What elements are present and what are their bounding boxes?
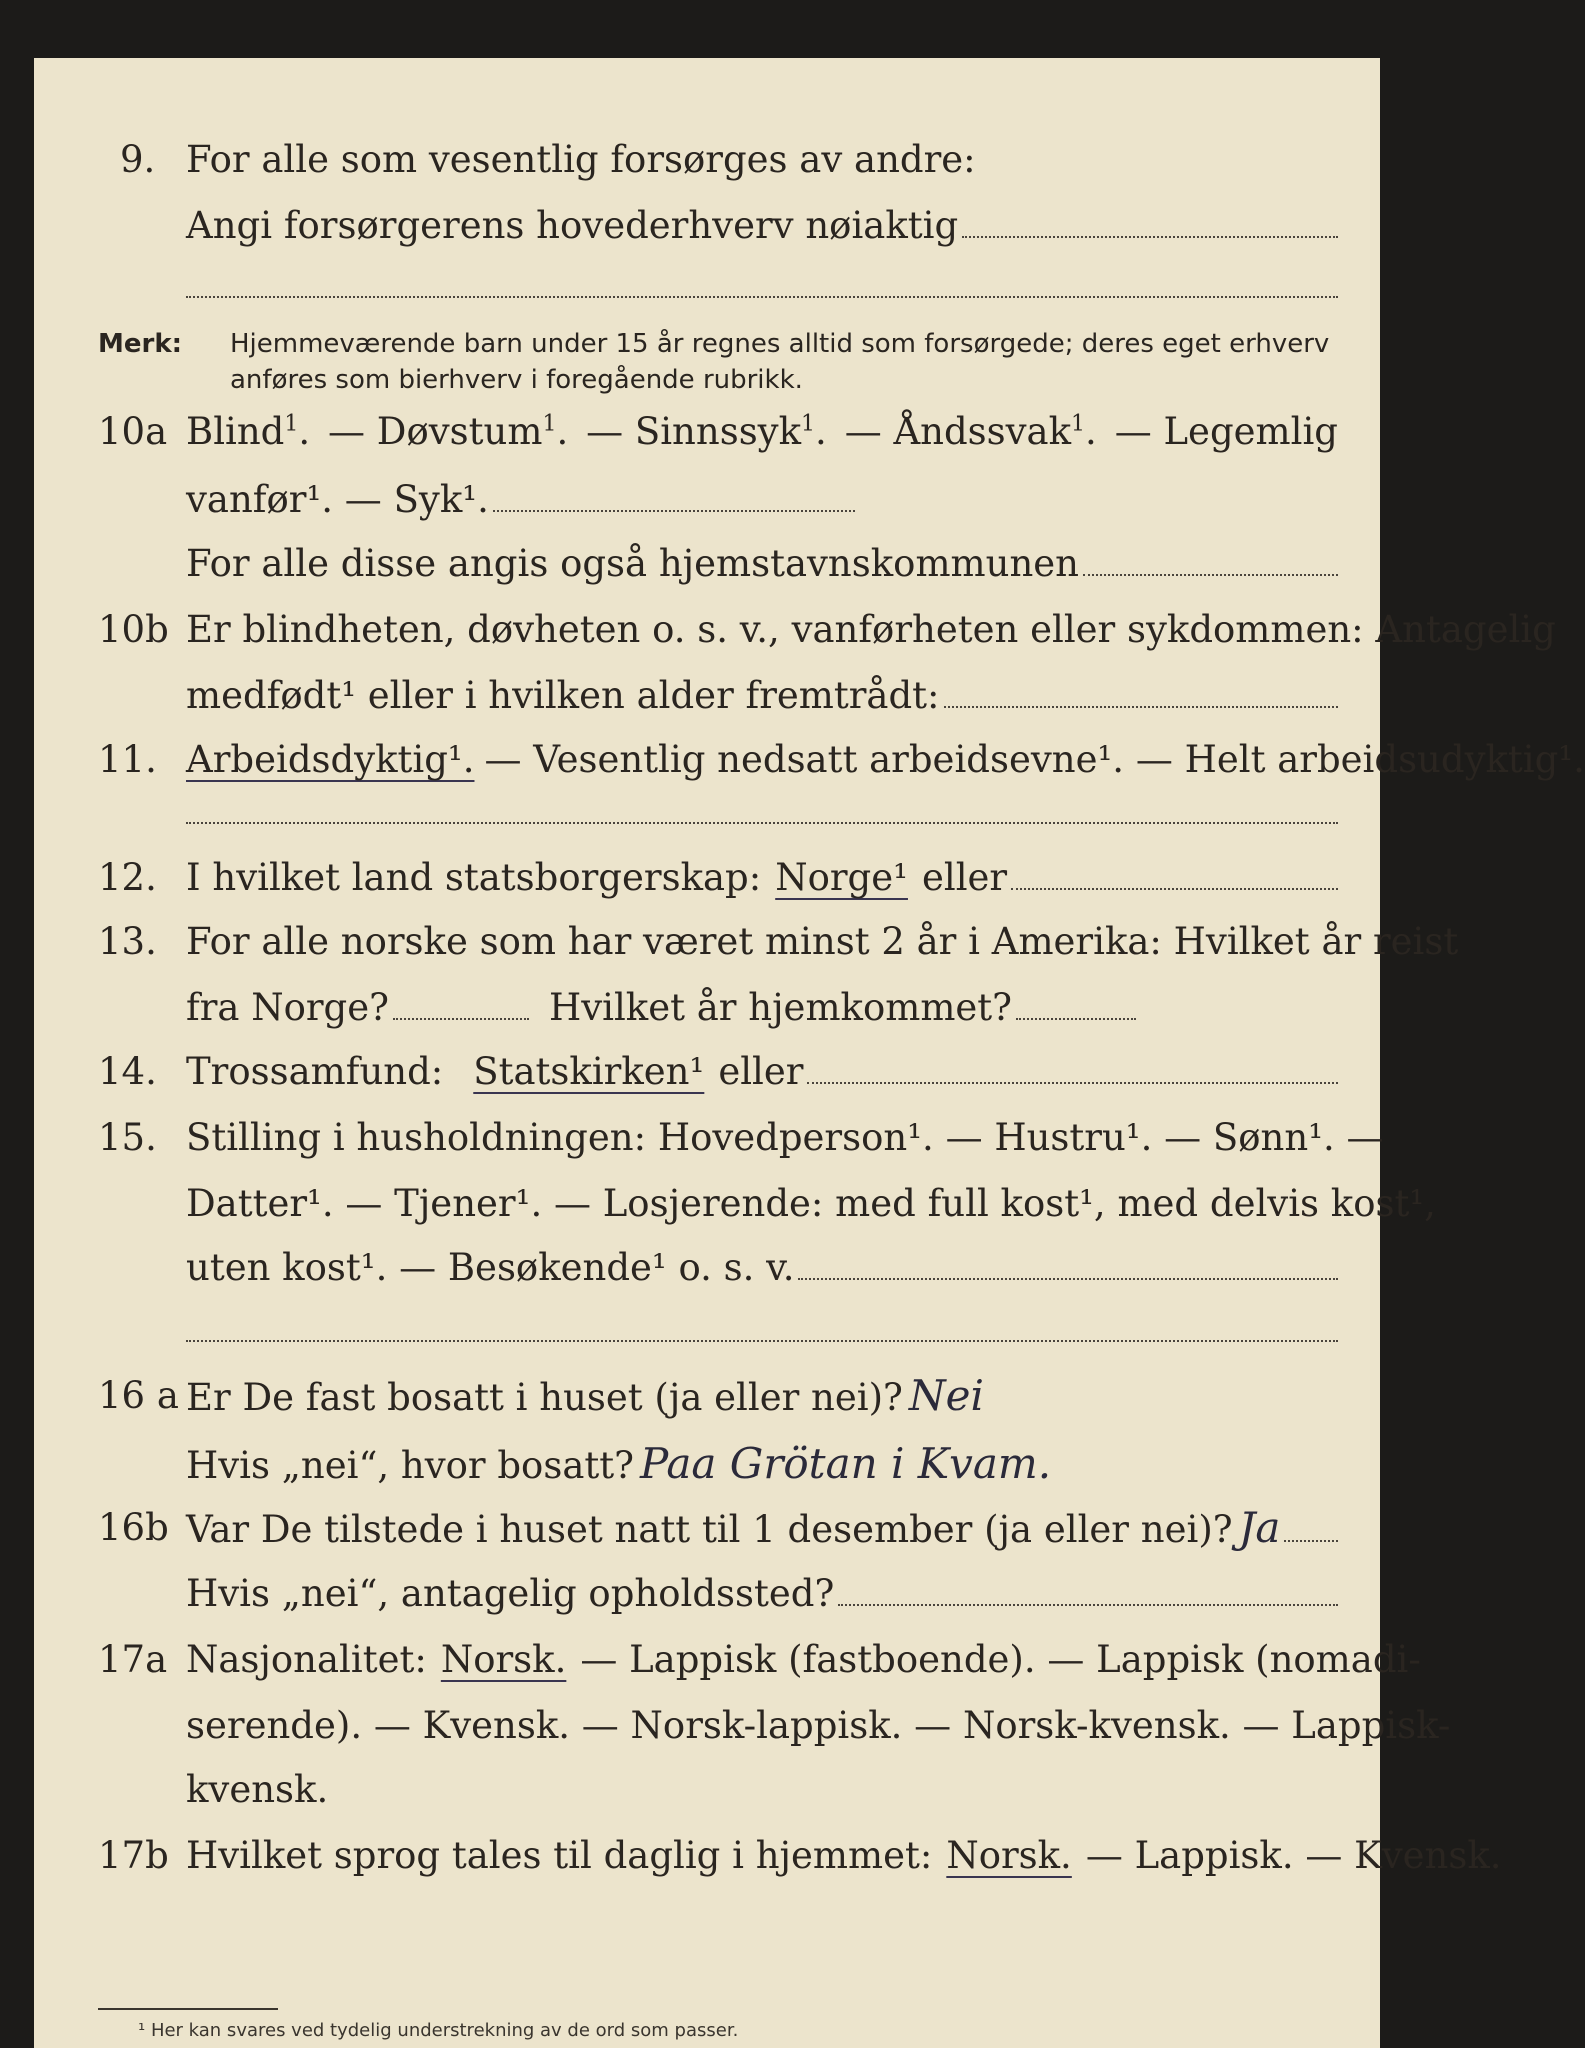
q17a-text-1c[interactable]: — Lappisk (fastboende). — Lappisk (nomadi- (580, 1638, 1421, 1681)
q16b-answer-line[interactable] (1284, 1510, 1338, 1542)
q14-text: Trossamfund: (186, 1050, 444, 1093)
q10a-opt-andssvak[interactable]: — Åndssvak (844, 410, 1072, 453)
q17a-text-3[interactable]: kvensk. (186, 1768, 329, 1811)
q16b-text: Var De tilstede i huset natt til 1 desember (ja eller nei)? (186, 1508, 1233, 1551)
q17b-text-1c[interactable]: — Lappisk. — Kvensk. (1085, 1834, 1502, 1877)
q14-number: 14. (98, 1050, 157, 1093)
merk-text: Hjemmeværende barn under 15 år regnes alltid som forsørgede; deres eget erhverv (230, 329, 1330, 359)
q10a-opt-blind[interactable]: Blind (186, 410, 285, 453)
q10a-text-2[interactable]: vanfør¹. — Syk¹. (186, 478, 489, 521)
q9-text: For alle som vesentlig forsørges av andre: (186, 138, 976, 181)
q17b-answer-norsk[interactable]: Norsk. (946, 1834, 1072, 1877)
q9-text-2: Angi forsørgerens hovederhverv nøiaktig (186, 204, 959, 247)
q15-text-2[interactable]: Datter¹. — Tjener¹. — Losjerende: med full kost¹, med delvis kost¹, (186, 1182, 1436, 1225)
q12-answer-line[interactable] (1011, 858, 1338, 890)
merk-label: Merk: (98, 329, 183, 359)
q15-text-3[interactable]: uten kost¹. — Besøkende¹ o. s. v. (186, 1246, 795, 1289)
q10b-number: 10b (98, 608, 169, 651)
q15-text[interactable]: Stilling i husholdningen: Hovedperson¹. — Hustru¹. — Sønn¹. — (186, 1116, 1384, 1159)
q12-text: I hvilket land statsborgerskap: (186, 856, 762, 899)
q13-number: 13. (98, 920, 157, 963)
q15-answer-line-2[interactable] (186, 1340, 1338, 1342)
q16b-answer-handwritten[interactable]: Ja (1238, 1503, 1281, 1552)
q10a-answer-line[interactable] (493, 480, 855, 512)
q13-hjemkommet-line[interactable] (1016, 988, 1136, 1020)
q12-number: 12. (98, 856, 157, 899)
q10b-answer-line[interactable] (944, 676, 1338, 708)
q9-answer-line[interactable] (962, 206, 1338, 238)
q9-answer-line-2[interactable] (186, 296, 1338, 298)
q11-text[interactable]: — Vesentlig nedsatt arbeidsevne¹. — Helt arbeidsudyktig¹. (484, 738, 1585, 781)
merk-text-2: anføres som bierhverv i foregående rubrikk. (230, 365, 803, 395)
q13-reist-line[interactable] (393, 988, 529, 1020)
q16b-text-2: Hvis „nei“, antagelig opholdssted? (186, 1572, 835, 1615)
q16b-opholdssted-line[interactable] (838, 1574, 1338, 1606)
q12-tail: eller (921, 856, 1008, 899)
q14-answer-line[interactable] (807, 1052, 1338, 1084)
q11-number: 11. (98, 738, 157, 781)
q13-text-2b: Hvilket år hjemkommet? (548, 986, 1013, 1029)
q16b-number: 16b (98, 1506, 169, 1549)
q17b-number: 17b (98, 1834, 169, 1877)
q16a-text-2: Hvis „nei“, hvor bosatt? (186, 1444, 634, 1487)
q10b-text: Er blindheten, døvheten o. s. v., vanførheten eller sykdommen: Antagelig (186, 608, 1556, 651)
q14-answer-statskirken[interactable]: Statskirken¹ (473, 1050, 705, 1093)
footnote-rule (98, 2008, 278, 2010)
q10a-kommune-line[interactable] (1083, 544, 1338, 576)
footnote-text: ¹ Her kan svares ved tydelig understrekning av de ord som passer. (138, 2020, 739, 2041)
q11-opt-arbeidsdyktig[interactable]: Arbeidsdyktig¹. (186, 738, 475, 781)
q10a-text-3: For alle disse angis også hjemstavnskommunen (186, 542, 1080, 585)
q14-tail: eller (718, 1050, 804, 1093)
q17a-answer-norsk[interactable]: Norsk. (440, 1638, 567, 1681)
q16a-text: Er De fast bosatt i huset (ja eller nei)? (186, 1376, 903, 1419)
q12-answer-norge[interactable]: Norge¹ (775, 856, 908, 899)
q13-text-2a: fra Norge? (186, 986, 389, 1029)
q10a-opt-legemlig[interactable]: — Legemlig (1114, 410, 1338, 453)
q10b-text-2: medfødt¹ eller i hvilken alder fremtrådt: (186, 674, 940, 717)
q17a-text: Nasjonalitet: (186, 1638, 427, 1681)
q17a-text-2[interactable]: serende). — Kvensk. — Norsk-lappisk. — Norsk-kvensk. — Lappisk- (186, 1704, 1451, 1747)
q9-number: 9. (120, 138, 156, 181)
census-form-page: 9. For alle som vesentlig forsørges av andre: Angi forsørgerens hovederhverv nøiaktig Merk: Hjemmeværende barn under 15 år regnes alltid som forsørgede; deres eget erhverv anføres som bierhverv i foregående rubrikk. 10a Blind$^1$. — Døvstum$^1$. — Sinnssyk$^1$. — Åndssvak$^1$. — Legemlig vanfør¹. — Syk¹. For alle disse angis også hjemstavnskommunen 10b Er blindheten, døvheten o. s. v., vanførheten eller sykdommen: Antagelig medfødt¹ eller i hvilken alder fremtrådt: 11. Arbeidsdyktig¹. — Vesentlig nedsatt arbeidsevne¹. — Helt arbeidsudyktig¹. 12. I hvilket land statsborgerskap: Norge¹ eller 13. For alle norske som har været minst 2 år i Amerika: Hvilket år reist fra Norge? Hvilket år hjemkommet? 14. Trossamfund: Statskirken¹ eller 15. Stilling i husholdningen: Hovedperson¹. — Hustru¹. — Sønn¹. — Datter¹. — Tjener¹. — Losjerende: med full kost¹, med delvis kost¹, uten kost¹. — Besøkende¹ o. s. v. 16 a Er De fast bosatt i huset (ja eller nei)? Nei Hvis „nei“, hvor bosatt? Paa Grötan i Kvam. 16b Var De tilstede i huset natt til 1 desember (ja eller nei)? Ja Hvis „nei“, antagelig opholdssted? 17a Nasjonalitet: Norsk. — Lappisk (fastboende). — Lappisk (nomadi- serende). — Kvensk. — Norsk-lappisk. — Norsk-kvensk. — Lappisk- kvensk. 17b Hvilket sprog tales til daglig i hjemmet: Norsk. — Lappisk. — Kvensk. ¹ Her kan svares ved tydelig understrekning av de ord som passer. (34, 58, 1380, 2048)
q15-number: 15. (98, 1116, 157, 1159)
q10a-number: 10a (98, 410, 168, 453)
q16a-number: 16 a (98, 1374, 179, 1417)
q16a-answer-handwritten[interactable]: Nei (908, 1371, 984, 1420)
q15-answer-line[interactable] (798, 1248, 1338, 1280)
q11-answer-line[interactable] (186, 822, 1338, 824)
q10a-opt-dovstum[interactable]: — Døvstum (328, 410, 543, 453)
q17a-number: 17a (98, 1638, 168, 1681)
q16a-bosatt-handwritten[interactable]: Paa Grötan i Kvam. (639, 1439, 1052, 1488)
q10a-opt-sinnssyk[interactable]: — Sinnssyk (586, 410, 802, 453)
q17b-text: Hvilket sprog tales til daglig i hjemmet: (186, 1834, 933, 1877)
q13-text: For alle norske som har været minst 2 år i Amerika: Hvilket år reist (186, 920, 1459, 963)
